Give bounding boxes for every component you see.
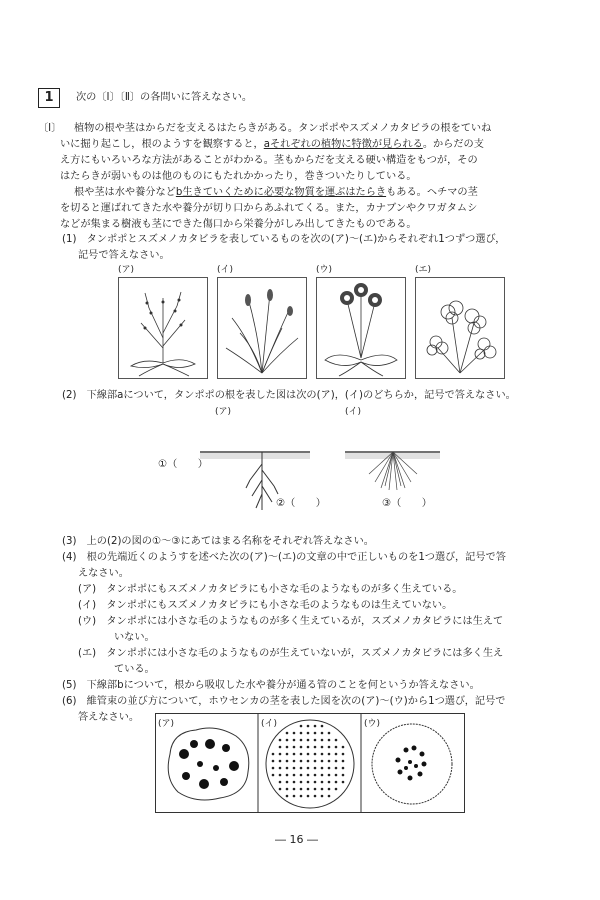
para1-line2-post: 。からだの支 <box>422 139 484 150</box>
q1-label-u: (ウ) <box>316 265 333 275</box>
q4-choice-e-line1: (エ) タンポポには小さな毛のようなものが生えていないが，スズメノカタビラには多く生え <box>78 648 504 659</box>
para1-line2-pre: いに掘り起こし，根のようすを観察すると， <box>60 139 264 150</box>
shepherds-purse-drawing <box>119 278 207 378</box>
question-intro: 次の〔Ⅰ〕〔Ⅱ〕の各問いに答えなさい。 <box>76 92 253 103</box>
q1-line2: 記号で答えなさい。 <box>78 250 170 261</box>
underline-b: b生きていくために必要な物質を運ぶはたらき <box>175 187 387 198</box>
q1-line1: (1) タンポポとスズメノカタビラを表しているものを次の(ア)～(エ)からそれぞれ1つずつ選び， <box>62 234 506 245</box>
q1-label-e: (エ) <box>415 265 432 275</box>
para1-line3: え方にもいろいろな方法があることがわかる。茎もからだを支える硬い構造をもつが，その <box>60 155 478 166</box>
q6-label-a: (ア) <box>158 719 175 729</box>
underline-a: aそれぞれの植物に特徴が見られる <box>263 139 423 150</box>
question-number-box: 1 <box>38 88 60 108</box>
q6-label-u: (ウ) <box>364 719 381 729</box>
q1-label-a: (ア) <box>118 265 135 275</box>
plant-image-i <box>217 277 307 379</box>
q6-line1: (6) 維管束の並び方について，ホウセンカの茎を表した図を次の(ア)～(ウ)から1つ選び，記号で <box>62 696 506 707</box>
q6-line2: 答えなさい。 <box>78 712 140 723</box>
stem-section-figure <box>155 713 465 813</box>
clover-drawing <box>416 278 504 378</box>
para2-line2: を切ると運ばれてきた水や養分が切り口からあふれてくる。また，カナブンやクワガタムシ <box>60 203 478 214</box>
q2-label-i: (イ) <box>345 407 362 417</box>
q4-choice-e-line2: ている。 <box>114 664 155 675</box>
para2-line1-post: もある。ヘチマの茎 <box>386 187 478 198</box>
para1-line4: はたらきが弱いものは他のものにもたれかかったり，巻きついたりしている。 <box>60 171 417 182</box>
page-number: ― 16 ― <box>275 833 318 846</box>
para2-line1-pre: 根や茎は水や養分など <box>74 187 176 198</box>
plant-image-u <box>316 277 406 379</box>
q2-text: (2) 下線部aについて，タンポポの根を表した図は次の(ア)，(イ)のどちらか，記号で答えなさい。 <box>62 390 516 401</box>
q4-line1: (4) 根の先端近くのようすを述べた次の(ア)～(エ)の文章の中で正しいものを1つ選び，記号で答 <box>62 552 506 563</box>
q6-label-i: (イ) <box>261 719 278 729</box>
dandelion-drawing <box>317 278 405 378</box>
para2-line1 <box>74 185 478 201</box>
section-label: 〔Ⅰ〕 <box>38 123 62 134</box>
q1-label-i: (イ) <box>217 265 234 275</box>
grass-drawing <box>218 278 306 378</box>
para1-line2 <box>60 137 484 153</box>
q5-text: (5) 下線部bについて，根から吸収した水や養分が通る管のことを何というか答えなさい。 <box>62 680 480 691</box>
q4-choice-u-line2: いない。 <box>114 632 155 643</box>
fibrous-root-diagram <box>345 440 440 500</box>
para2-line3: などが集まる樹液も茎にできた傷口から栄養分がしみ出してきたものである。 <box>60 219 417 230</box>
plant-image-a <box>118 277 208 379</box>
plant-image-e <box>415 277 505 379</box>
q2-label-a: (ア) <box>215 407 232 417</box>
q4-line2: えなさい。 <box>78 568 129 579</box>
q2-blank-3: ③（ ） <box>382 498 432 509</box>
q3-text: (3) 上の(2)の図の①～③にあてはまる名称をそれぞれ答えなさい。 <box>62 536 374 547</box>
q4-choice-a: (ア) タンポポにもスズメノカタビラにも小さな毛のようなものが多く生えている。 <box>78 584 463 595</box>
para1-line1: 植物の根や茎はからだを支えるはたらきがある。タンポポやスズメノカタビラの根をていね <box>74 123 492 134</box>
q2-blank-2: ②（ ） <box>276 498 326 509</box>
q2-blank-1: ①（ ） <box>158 459 208 470</box>
q4-choice-i: (イ) タンポポにもスズメノカタビラにも小さな毛のようなものは生えていない。 <box>78 600 453 611</box>
q4-choice-u-line1: (ウ) タンポポには小さな毛のようなものが多く生えているが，スズメノカタビラには生えて <box>78 616 504 627</box>
stem-sections-drawing <box>156 714 464 812</box>
